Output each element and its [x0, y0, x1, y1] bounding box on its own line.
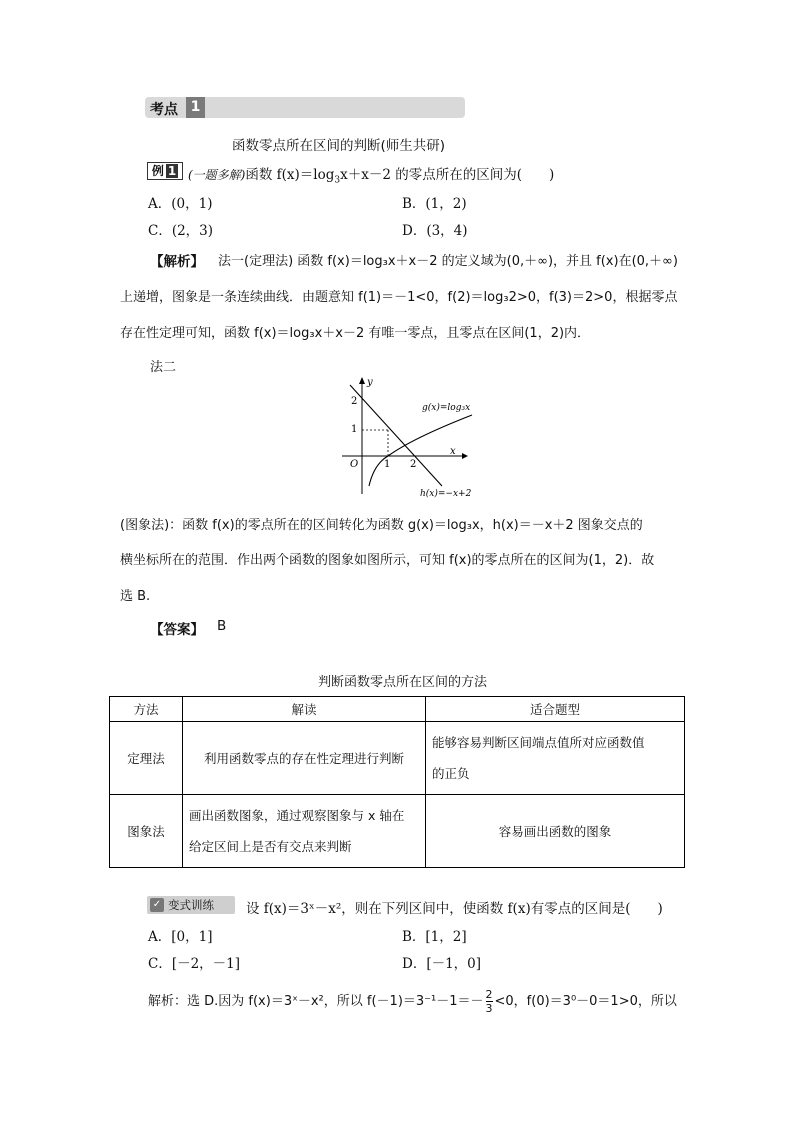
answer-label: 【答案】 [150, 622, 204, 638]
origin-label: O [350, 459, 359, 470]
section-title: 函数零点所在区间的判断(师生共研) [232, 138, 446, 154]
analysis-line-3: 存在性定理可知，函数 f(x)＝log₃x＋x－2 有唯一零点，且零点在区间(1，2)内． [120, 326, 591, 341]
y-label: y [367, 377, 373, 388]
analysis-line-4: (图象法)：函数 f(x)的零点所在的区间转化为函数 g(x)＝log₃x，h(x)＝－x＋2 图象交点的 [120, 518, 643, 533]
function-graph [338, 374, 478, 500]
g-curve [369, 415, 472, 486]
header-method: 方法 [110, 697, 183, 722]
table-title: 判断函数零点所在区间的方法 [318, 675, 488, 690]
practice-stem: 设 f(x)＝3ˣ－x²，则在下列区间中，使函数 f(x)有零点的区间是( ) [246, 901, 663, 917]
analysis-line-5: 横坐标所在的范围．作出两个函数的图象如图所示，可知 f(x)的零点所在的区间为(1，2)．故 [120, 553, 655, 568]
row2-method: 图象法 [110, 795, 183, 868]
table-header-row [110, 697, 685, 722]
x-axis-arrow-icon [462, 453, 468, 459]
stem-pre: 函数 f(x)＝log [245, 167, 335, 183]
option-b: B．(1，2) [402, 196, 467, 212]
tick-x1: 1 [384, 459, 391, 470]
analysis-line-1: 法一(定理法) 函数 f(x)＝log₃x＋x－2 的定义域为(0,＋∞)，并且 f(x)在(0,＋∞) [218, 254, 678, 269]
example-stem [188, 163, 554, 186]
header-fit: 适合题型 [426, 697, 685, 722]
row1-fit [426, 722, 685, 795]
practice-option-a: A．[0，1] [148, 929, 213, 945]
example-box [147, 162, 183, 180]
practice-tag: 变式训练 [168, 898, 214, 912]
row2-desc [183, 795, 426, 868]
fraction-numerator: 2 [485, 988, 493, 1001]
tick-x2: 2 [410, 459, 417, 470]
h-line [350, 385, 442, 486]
solution-pre: 解析：选 D.因为 f(x)＝3ˣ－x²，所以 f(－1)＝3⁻¹－1＝－ [148, 994, 484, 1009]
stem-sub: 3 [334, 175, 341, 186]
row1-desc: 利用函数零点的存在性定理进行判断 [183, 722, 426, 795]
practice-option-d: D．[－1，0] [402, 956, 482, 972]
row2-fit: 容易画出函数的图象 [426, 795, 685, 868]
answer-value: B [217, 618, 227, 634]
kaodian-number: 1 [186, 97, 205, 118]
example-box-label: 例 [151, 164, 164, 178]
option-a: A．(0，1) [148, 196, 213, 212]
example-tag: (一题多解) [188, 168, 246, 182]
tick-y2: 2 [351, 396, 358, 407]
practice-tag-box [147, 896, 235, 914]
stem-post: x＋x－2 的零点所在的区间为( ) [340, 167, 555, 183]
practice-option-b: B．[1，2] [402, 929, 467, 945]
kaodian-label: 考点 [150, 102, 178, 118]
row2-desc-line2: 给定区间上是否有交点来判断 [189, 839, 352, 854]
table-row [110, 795, 685, 868]
check-icon: ✓ [150, 898, 164, 912]
methods-table [109, 696, 685, 868]
row1-fit-line1: 能够容易判断区间端点值所对应函数值 [432, 735, 645, 750]
practice-solution [148, 988, 677, 1015]
header-desc: 解读 [183, 697, 426, 722]
option-d: D．(3，4) [402, 223, 468, 239]
fraction-denominator: 3 [485, 1002, 493, 1015]
option-c: C．(2，3) [148, 223, 214, 239]
tick-y1: 1 [351, 424, 358, 435]
h-label: h(x)=−x+2 [420, 489, 472, 499]
analysis-label: 【解析】 [150, 254, 204, 270]
analysis-line-2: 上递增，图象是一条连续曲线．由题意知 f(1)＝－1<0，f(2)＝log₃2>0，f(3)＝2>0，根据零点 [120, 290, 678, 305]
example-box-number: 1 [167, 164, 177, 178]
row1-method: 定理法 [110, 722, 183, 795]
method-two-label: 法二 [150, 360, 177, 375]
row2-desc-line1: 画出函数图象，通过观察图象与 x 轴在 [189, 808, 405, 823]
y-axis-arrow-icon [359, 377, 365, 384]
solution-fraction [486, 988, 493, 1015]
table-row [110, 722, 685, 795]
solution-post: <0，f(0)＝3⁰－0＝1>0，所以 [494, 994, 677, 1009]
g-label: g(x)=log₃x [422, 403, 471, 413]
practice-option-c: C．[－2，－1] [148, 956, 241, 972]
row1-fit-line2: 的正负 [432, 766, 470, 781]
x-label: x [450, 446, 456, 457]
analysis-line-6: 选 B. [120, 589, 151, 604]
